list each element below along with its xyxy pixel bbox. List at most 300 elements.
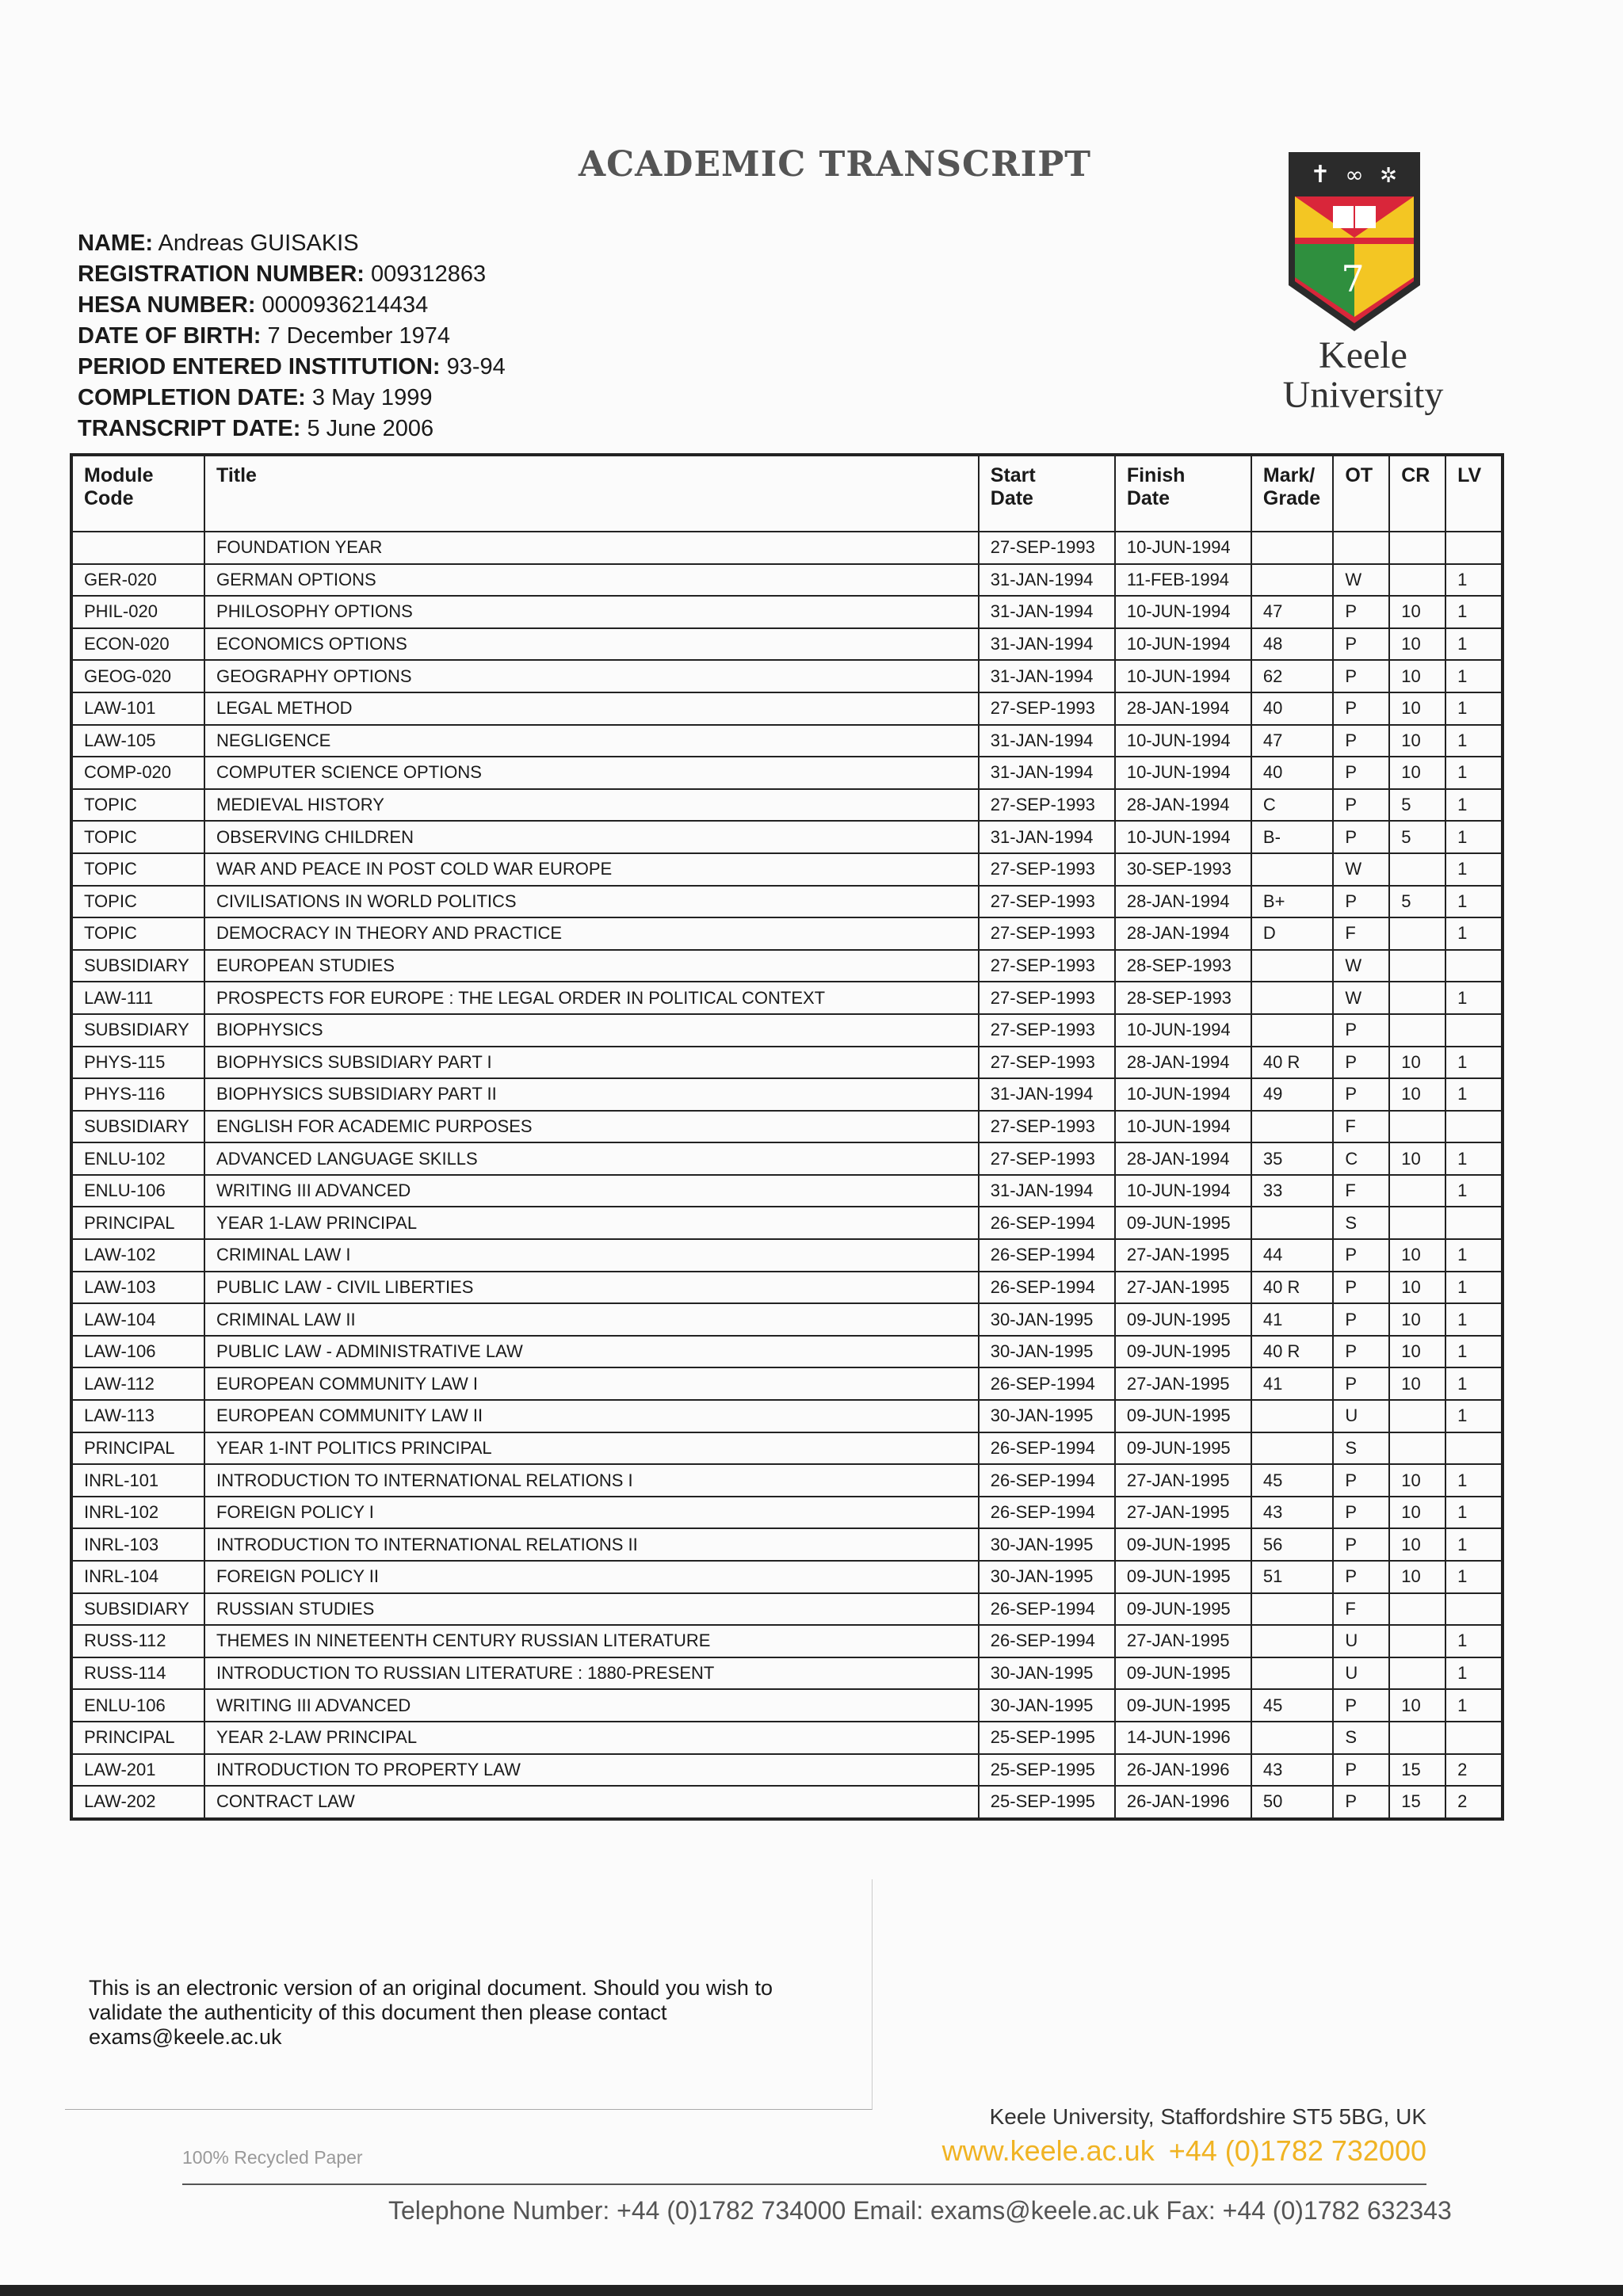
cell-lv: 1	[1445, 1497, 1503, 1529]
cell-lv	[1445, 1722, 1503, 1754]
cell-mark: 44	[1251, 1239, 1334, 1272]
transcript-date-row: TRANSCRIPT DATE: 5 June 2006	[78, 416, 434, 441]
cell-cr: 10	[1389, 1367, 1445, 1400]
cell-lv: 1	[1445, 886, 1503, 918]
cell-cr: 5	[1389, 789, 1445, 822]
cell-finish: 10-JUN-1994	[1115, 757, 1251, 789]
table-row	[71, 692, 1503, 725]
cell-finish: 09-JUN-1995	[1115, 1400, 1251, 1432]
cell-ot: S	[1333, 1207, 1389, 1239]
table-row	[71, 1657, 1503, 1690]
cell-cr	[1389, 1657, 1445, 1690]
table-row	[71, 982, 1503, 1014]
cell-finish: 10-JUN-1994	[1115, 596, 1251, 628]
cell-start: 31-JAN-1994	[979, 564, 1115, 597]
cell-start: 27-SEP-1993	[979, 950, 1115, 982]
cell-lv: 1	[1445, 1625, 1503, 1657]
table-row	[71, 564, 1503, 597]
cell-ot: U	[1333, 1657, 1389, 1690]
cell-title: RUSSIAN STUDIES	[204, 1593, 979, 1626]
scan-edge	[0, 2285, 1623, 2296]
cell-finish: 10-JUN-1994	[1115, 725, 1251, 757]
cell-cr	[1389, 1625, 1445, 1657]
cell-finish: 27-JAN-1995	[1115, 1464, 1251, 1497]
cell-finish: 09-JUN-1995	[1115, 1561, 1251, 1593]
cell-start: 30-JAN-1995	[979, 1561, 1115, 1593]
cell-code: LAW-113	[71, 1400, 204, 1432]
cell-mark: 40 R	[1251, 1336, 1334, 1368]
svg-text:✲: ✲	[1380, 164, 1397, 188]
cell-cr: 5	[1389, 821, 1445, 853]
cell-title: FOREIGN POLICY II	[204, 1561, 979, 1593]
cell-cr	[1389, 950, 1445, 982]
cell-lv: 1	[1445, 982, 1503, 1014]
cell-lv: 1	[1445, 1367, 1503, 1400]
cell-lv: 1	[1445, 1528, 1503, 1561]
table-row	[71, 1625, 1503, 1657]
cell-code: INRL-102	[71, 1497, 204, 1529]
cell-finish: 28-JAN-1994	[1115, 886, 1251, 918]
cell-ot: C	[1333, 1142, 1389, 1175]
cell-finish: 09-JUN-1995	[1115, 1303, 1251, 1336]
cell-ot: P	[1333, 1464, 1389, 1497]
cell-title: OBSERVING CHILDREN	[204, 821, 979, 853]
cell-lv: 1	[1445, 725, 1503, 757]
cell-finish: 10-JUN-1994	[1115, 821, 1251, 853]
cell-cr	[1389, 1432, 1445, 1465]
cell-ot: P	[1333, 596, 1389, 628]
cell-cr	[1389, 1175, 1445, 1207]
cell-cr: 10	[1389, 1689, 1445, 1722]
cell-lv: 1	[1445, 1239, 1503, 1272]
cell-mark: B-	[1251, 821, 1334, 853]
cell-cr	[1389, 982, 1445, 1014]
table-row	[71, 1464, 1503, 1497]
document-title: ACADEMIC TRANSCRIPT	[579, 144, 1092, 185]
cell-title: FOREIGN POLICY I	[204, 1497, 979, 1529]
cell-ot: U	[1333, 1400, 1389, 1432]
cell-mark: 41	[1251, 1303, 1334, 1336]
cell-mark	[1251, 853, 1334, 886]
cell-mark	[1251, 982, 1334, 1014]
cell-mark	[1251, 1722, 1334, 1754]
cell-finish: 28-JAN-1994	[1115, 917, 1251, 950]
cell-cr: 10	[1389, 1336, 1445, 1368]
cell-mark	[1251, 1625, 1334, 1657]
cell-finish: 30-SEP-1993	[1115, 853, 1251, 886]
cell-mark: 47	[1251, 725, 1334, 757]
cell-mark: 35	[1251, 1142, 1334, 1175]
recycled-paper-note: 100% Recycled Paper	[182, 2147, 363, 2168]
cell-finish: 10-JUN-1994	[1115, 628, 1251, 661]
cell-code: SUBSIDIARY	[71, 1111, 204, 1143]
cell-lv: 1	[1445, 660, 1503, 692]
cell-code: LAW-102	[71, 1239, 204, 1272]
cell-ot: P	[1333, 1239, 1389, 1272]
cell-start: 26-SEP-1994	[979, 1432, 1115, 1465]
footer-phone: +44 (0)1782 732000	[1168, 2134, 1426, 2167]
cell-code: PRINCIPAL	[71, 1207, 204, 1239]
table-row	[71, 853, 1503, 886]
table-row	[71, 1367, 1503, 1400]
cell-code: TOPIC	[71, 886, 204, 918]
cell-ot: P	[1333, 1561, 1389, 1593]
cell-title: CIVILISATIONS IN WORLD POLITICS	[204, 886, 979, 918]
cell-cr	[1389, 1014, 1445, 1047]
cell-finish: 09-JUN-1995	[1115, 1593, 1251, 1626]
cell-finish: 28-SEP-1993	[1115, 950, 1251, 982]
cell-cr: 15	[1389, 1754, 1445, 1787]
cell-code: LAW-202	[71, 1786, 204, 1819]
cell-code: LAW-104	[71, 1303, 204, 1336]
cell-code: LAW-103	[71, 1272, 204, 1304]
cell-title: GERMAN OPTIONS	[204, 564, 979, 597]
cell-ot: F	[1333, 917, 1389, 950]
cell-ot: P	[1333, 789, 1389, 822]
university-name: Keele University	[1282, 334, 1444, 416]
cell-title: PUBLIC LAW - ADMINISTRATIVE LAW	[204, 1336, 979, 1368]
cell-ot: P	[1333, 886, 1389, 918]
authenticity-notice: This is an electronic version of an original document. Should you wish to validate the authenticity of this document then please contact exams@keele.ac.uk	[89, 1976, 773, 2049]
cell-code: LAW-101	[71, 692, 204, 725]
header-finish-date: Finish Date	[1115, 455, 1251, 532]
cell-finish: 26-JAN-1996	[1115, 1754, 1251, 1787]
cell-title: EUROPEAN STUDIES	[204, 950, 979, 982]
cell-code: PRINCIPAL	[71, 1432, 204, 1465]
cell-title: DEMOCRACY IN THEORY AND PRACTICE	[204, 917, 979, 950]
cell-mark: 33	[1251, 1175, 1334, 1207]
cell-ot: W	[1333, 950, 1389, 982]
cell-ot: P	[1333, 628, 1389, 661]
svg-text:✝: ✝	[1310, 161, 1331, 189]
cell-lv: 1	[1445, 1047, 1503, 1079]
cell-title: INTRODUCTION TO INTERNATIONAL RELATIONS II	[204, 1528, 979, 1561]
cell-lv: 1	[1445, 1303, 1503, 1336]
cell-lv	[1445, 1432, 1503, 1465]
modules-table	[70, 453, 1504, 1821]
cell-lv: 1	[1445, 1657, 1503, 1690]
cell-mark: 56	[1251, 1528, 1334, 1561]
cell-finish: 26-JAN-1996	[1115, 1786, 1251, 1819]
cell-lv	[1445, 1207, 1503, 1239]
cell-title: BIOPHYSICS SUBSIDIARY PART II	[204, 1078, 979, 1111]
cell-start: 27-SEP-1993	[979, 853, 1115, 886]
cell-ot: S	[1333, 1432, 1389, 1465]
cell-code: PHYS-116	[71, 1078, 204, 1111]
cell-ot: U	[1333, 1625, 1389, 1657]
cell-cr	[1389, 917, 1445, 950]
cell-cr	[1389, 1722, 1445, 1754]
table-row	[71, 1561, 1503, 1593]
cell-lv	[1445, 1014, 1503, 1047]
cell-lv: 1	[1445, 821, 1503, 853]
cell-lv	[1445, 1593, 1503, 1626]
cell-mark: D	[1251, 917, 1334, 950]
cell-title: PHILOSOPHY OPTIONS	[204, 596, 979, 628]
cell-start: 31-JAN-1994	[979, 725, 1115, 757]
cell-mark	[1251, 1432, 1334, 1465]
cell-start: 27-SEP-1993	[979, 532, 1115, 564]
cell-lv: 1	[1445, 1561, 1503, 1593]
cell-ot: W	[1333, 853, 1389, 886]
cell-code: GEOG-020	[71, 660, 204, 692]
cell-code: PHYS-115	[71, 1047, 204, 1079]
cell-ot	[1333, 532, 1389, 564]
cell-title: INTRODUCTION TO RUSSIAN LITERATURE : 1880-PRESENT	[204, 1657, 979, 1690]
cell-title: INTRODUCTION TO INTERNATIONAL RELATIONS I	[204, 1464, 979, 1497]
table-row	[71, 1111, 1503, 1143]
cell-mark	[1251, 1014, 1334, 1047]
cell-title: EUROPEAN COMMUNITY LAW I	[204, 1367, 979, 1400]
cell-cr	[1389, 1593, 1445, 1626]
cell-finish: 09-JUN-1995	[1115, 1432, 1251, 1465]
cell-lv: 1	[1445, 1142, 1503, 1175]
cell-start: 30-JAN-1995	[979, 1689, 1115, 1722]
cell-code: ENLU-106	[71, 1175, 204, 1207]
cell-code: LAW-105	[71, 725, 204, 757]
cell-start: 27-SEP-1993	[979, 692, 1115, 725]
cell-mark: C	[1251, 789, 1334, 822]
cell-code: RUSS-112	[71, 1625, 204, 1657]
cell-start: 31-JAN-1994	[979, 757, 1115, 789]
cell-start: 27-SEP-1993	[979, 917, 1115, 950]
cell-finish: 28-SEP-1993	[1115, 982, 1251, 1014]
cell-cr: 15	[1389, 1786, 1445, 1819]
cell-finish: 27-JAN-1995	[1115, 1272, 1251, 1304]
header-mark-grade: Mark/ Grade	[1251, 455, 1334, 532]
cell-title: YEAR 2-LAW PRINCIPAL	[204, 1722, 979, 1754]
cell-finish: 10-JUN-1994	[1115, 660, 1251, 692]
table-row	[71, 1047, 1503, 1079]
cell-code: LAW-106	[71, 1336, 204, 1368]
cell-cr: 10	[1389, 1142, 1445, 1175]
cell-cr: 10	[1389, 1303, 1445, 1336]
table-row	[71, 757, 1503, 789]
footer-website-link[interactable]: www.keele.ac.uk	[941, 2134, 1155, 2167]
cell-finish: 28-JAN-1994	[1115, 692, 1251, 725]
cell-title: ADVANCED LANGUAGE SKILLS	[204, 1142, 979, 1175]
cell-start: 26-SEP-1994	[979, 1497, 1115, 1529]
period-entered-row: PERIOD ENTERED INSTITUTION: 93-94	[78, 354, 506, 379]
table-row	[71, 628, 1503, 661]
cell-ot: P	[1333, 1754, 1389, 1787]
cell-code: PHIL-020	[71, 596, 204, 628]
cell-finish: 27-JAN-1995	[1115, 1625, 1251, 1657]
cell-ot: W	[1333, 982, 1389, 1014]
cell-code: ENLU-102	[71, 1142, 204, 1175]
cell-title: INTRODUCTION TO PROPERTY LAW	[204, 1754, 979, 1787]
cell-title: YEAR 1-INT POLITICS PRINCIPAL	[204, 1432, 979, 1465]
cell-start: 26-SEP-1994	[979, 1625, 1115, 1657]
cell-ot: F	[1333, 1593, 1389, 1626]
cell-ot: S	[1333, 1722, 1389, 1754]
cell-lv: 1	[1445, 692, 1503, 725]
cell-ot: P	[1333, 1014, 1389, 1047]
cell-start: 26-SEP-1994	[979, 1367, 1115, 1400]
header-module-code: Module Code	[71, 455, 204, 532]
cell-title: CONTRACT LAW	[204, 1786, 979, 1819]
cell-cr: 10	[1389, 692, 1445, 725]
header-cr: CR	[1389, 455, 1445, 532]
cell-mark: 51	[1251, 1561, 1334, 1593]
cell-start: 30-JAN-1995	[979, 1400, 1115, 1432]
table-row	[71, 1528, 1503, 1561]
cell-finish: 10-JUN-1994	[1115, 532, 1251, 564]
cell-title: ECONOMICS OPTIONS	[204, 628, 979, 661]
cell-mark	[1251, 532, 1334, 564]
cell-lv: 1	[1445, 596, 1503, 628]
cell-ot: P	[1333, 1689, 1389, 1722]
date-of-birth-row: DATE OF BIRTH: 7 December 1974	[78, 323, 451, 349]
cell-lv: 1	[1445, 1400, 1503, 1432]
cell-cr: 10	[1389, 1047, 1445, 1079]
cell-ot: F	[1333, 1175, 1389, 1207]
cell-cr	[1389, 853, 1445, 886]
cell-lv: 1	[1445, 1078, 1503, 1111]
header-ot: OT	[1333, 455, 1389, 532]
cell-lv: 2	[1445, 1754, 1503, 1787]
footer-web	[928, 2134, 1426, 2168]
cell-ot: P	[1333, 1336, 1389, 1368]
cell-code: SUBSIDIARY	[71, 950, 204, 982]
cell-lv: 1	[1445, 628, 1503, 661]
cell-code: COMP-020	[71, 757, 204, 789]
registration-number-row: REGISTRATION NUMBER: 009312863	[78, 261, 487, 287]
cell-start: 26-SEP-1994	[979, 1207, 1115, 1239]
cell-ot: W	[1333, 564, 1389, 597]
cell-code: TOPIC	[71, 853, 204, 886]
cell-finish: 28-JAN-1994	[1115, 1047, 1251, 1079]
cell-title: EUROPEAN COMMUNITY LAW II	[204, 1400, 979, 1432]
cell-mark	[1251, 1207, 1334, 1239]
table-row	[71, 1303, 1503, 1336]
cell-title: YEAR 1-LAW PRINCIPAL	[204, 1207, 979, 1239]
cell-start: 31-JAN-1994	[979, 596, 1115, 628]
cell-mark: 48	[1251, 628, 1334, 661]
cell-title: CRIMINAL LAW I	[204, 1239, 979, 1272]
cell-mark: 40	[1251, 692, 1334, 725]
svg-text:7: 7	[1341, 257, 1365, 300]
cell-title: BIOPHYSICS SUBSIDIARY PART I	[204, 1047, 979, 1079]
keele-crest-icon	[1287, 151, 1430, 333]
cell-start: 25-SEP-1995	[979, 1786, 1115, 1819]
cell-title: FOUNDATION YEAR	[204, 532, 979, 564]
svg-text:∞: ∞	[1345, 162, 1364, 188]
cell-code	[71, 532, 204, 564]
cell-ot: P	[1333, 692, 1389, 725]
cell-lv	[1445, 950, 1503, 982]
table-row	[71, 725, 1503, 757]
cell-start: 27-SEP-1993	[979, 1111, 1115, 1143]
cell-start: 27-SEP-1993	[979, 789, 1115, 822]
cell-finish: 09-JUN-1995	[1115, 1207, 1251, 1239]
cell-finish: 09-JUN-1995	[1115, 1689, 1251, 1722]
cell-code: INRL-101	[71, 1464, 204, 1497]
cell-cr: 5	[1389, 886, 1445, 918]
cell-title: THEMES IN NINETEENTH CENTURY RUSSIAN LITERATURE	[204, 1625, 979, 1657]
cell-lv: 1	[1445, 1464, 1503, 1497]
cell-code: INRL-103	[71, 1528, 204, 1561]
cell-mark: 41	[1251, 1367, 1334, 1400]
cell-finish: 09-JUN-1995	[1115, 1657, 1251, 1690]
cell-lv	[1445, 1111, 1503, 1143]
cell-mark: 43	[1251, 1497, 1334, 1529]
cell-title: ENGLISH FOR ACADEMIC PURPOSES	[204, 1111, 979, 1143]
cell-lv	[1445, 532, 1503, 564]
cell-cr: 10	[1389, 725, 1445, 757]
cell-title: CRIMINAL LAW II	[204, 1303, 979, 1336]
table-row	[71, 1400, 1503, 1432]
table-row	[71, 1593, 1503, 1626]
cell-code: LAW-111	[71, 982, 204, 1014]
cell-title: NEGLIGENCE	[204, 725, 979, 757]
table-row	[71, 886, 1503, 918]
cell-finish: 28-JAN-1994	[1115, 789, 1251, 822]
cell-start: 31-JAN-1994	[979, 821, 1115, 853]
cell-finish: 10-JUN-1994	[1115, 1078, 1251, 1111]
cell-start: 27-SEP-1993	[979, 982, 1115, 1014]
table-row	[71, 1142, 1503, 1175]
cell-mark	[1251, 1111, 1334, 1143]
cell-mark: 47	[1251, 596, 1334, 628]
table-row	[71, 821, 1503, 853]
cell-finish: 09-JUN-1995	[1115, 1336, 1251, 1368]
cell-mark: 43	[1251, 1754, 1334, 1787]
table-row	[71, 1722, 1503, 1754]
cell-start: 30-JAN-1995	[979, 1528, 1115, 1561]
cell-mark: B+	[1251, 886, 1334, 918]
hesa-number-row: HESA NUMBER: 0000936214434	[78, 292, 429, 318]
header-start-date: Start Date	[979, 455, 1115, 532]
cell-lv: 1	[1445, 757, 1503, 789]
cell-mark: 40	[1251, 757, 1334, 789]
table-row	[71, 1432, 1503, 1465]
table-row	[71, 1497, 1503, 1529]
cell-lv: 1	[1445, 564, 1503, 597]
cell-code: ECON-020	[71, 628, 204, 661]
cell-mark: 45	[1251, 1689, 1334, 1722]
cell-title: PUBLIC LAW - CIVIL LIBERTIES	[204, 1272, 979, 1304]
cell-cr	[1389, 1111, 1445, 1143]
cell-title: GEOGRAPHY OPTIONS	[204, 660, 979, 692]
cell-start: 31-JAN-1994	[979, 1175, 1115, 1207]
cell-start: 30-JAN-1995	[979, 1303, 1115, 1336]
cell-start: 26-SEP-1994	[979, 1464, 1115, 1497]
cell-finish: 14-JUN-1996	[1115, 1722, 1251, 1754]
cell-code: TOPIC	[71, 917, 204, 950]
cell-lv: 1	[1445, 789, 1503, 822]
cell-mark: 62	[1251, 660, 1334, 692]
cell-code: TOPIC	[71, 789, 204, 822]
cell-cr	[1389, 1400, 1445, 1432]
cell-code: LAW-112	[71, 1367, 204, 1400]
table-header-row	[71, 455, 1503, 532]
cell-title: COMPUTER SCIENCE OPTIONS	[204, 757, 979, 789]
cell-lv: 1	[1445, 1272, 1503, 1304]
table-row	[71, 1207, 1503, 1239]
table-row	[71, 1689, 1503, 1722]
cell-mark: 49	[1251, 1078, 1334, 1111]
cell-start: 26-SEP-1994	[979, 1239, 1115, 1272]
header-lv: LV	[1445, 455, 1503, 532]
cell-lv: 1	[1445, 1336, 1503, 1368]
table-row	[71, 917, 1503, 950]
cell-title: PROSPECTS FOR EUROPE : THE LEGAL ORDER IN POLITICAL CONTEXT	[204, 982, 979, 1014]
cell-ot: P	[1333, 821, 1389, 853]
cell-lv: 1	[1445, 917, 1503, 950]
cell-finish: 27-JAN-1995	[1115, 1367, 1251, 1400]
cell-ot: P	[1333, 1786, 1389, 1819]
